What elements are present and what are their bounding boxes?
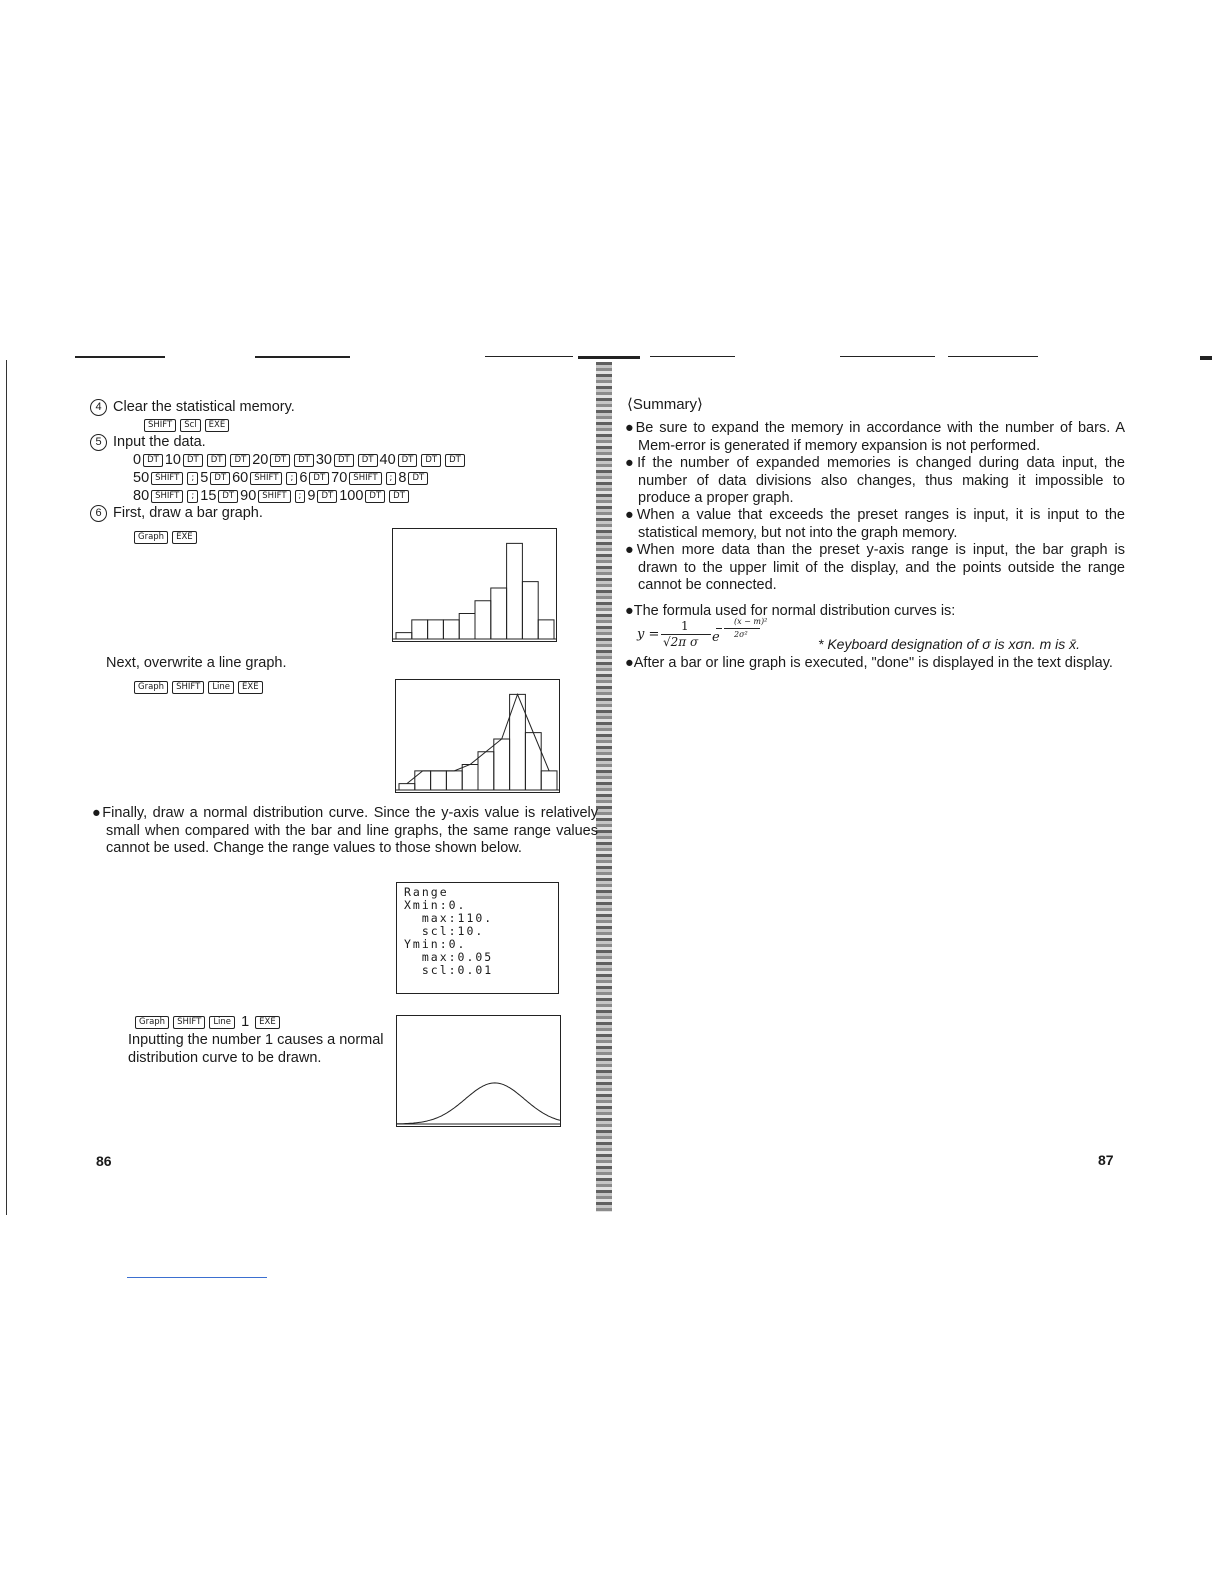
exe-key: EXE [255, 1016, 280, 1029]
dt-key: DT [218, 490, 238, 503]
data-value: 0 [133, 452, 142, 468]
histogram-bar [459, 614, 475, 640]
dt-key: DT [207, 454, 227, 467]
exponent-minus [716, 628, 722, 629]
semicolon-key: ; [187, 472, 198, 485]
histogram-bar [446, 771, 462, 790]
summary-bullet-6 [625, 655, 1125, 673]
bullet: ● [625, 655, 634, 671]
summary-bullet-3 [625, 507, 1125, 542]
step-number: 6 [90, 505, 107, 522]
top-rule [1200, 356, 1212, 360]
data-input-line-1 [133, 451, 467, 469]
exe-key: EXE [172, 531, 197, 544]
shift-key: SHIFT [258, 490, 290, 503]
dt-key: DT [309, 472, 329, 485]
shift-key: SHIFT [250, 472, 282, 485]
bullet: ● [625, 507, 637, 523]
dt-key: DT [270, 454, 290, 467]
data-value: 90 [240, 488, 257, 504]
histogram-bar [412, 620, 428, 639]
data-value: 10 [164, 452, 181, 468]
histogram-bar [478, 752, 494, 790]
range-line: scl:10. [404, 924, 485, 938]
step-text: Input the data. [113, 434, 206, 450]
histogram-bar [462, 765, 478, 791]
bullet: ● [625, 455, 638, 471]
shift-key: SHIFT [172, 681, 204, 694]
bullet-text: Be sure to expand the memory in accordance with the number of bars. A Mem-error is generated if memory expansion is not performed. [635, 420, 1125, 454]
step-6 [90, 504, 263, 522]
top-rule [75, 356, 165, 358]
histogram-bar [491, 588, 507, 639]
shift-key: SHIFT [173, 1016, 205, 1029]
line-graph-keys [132, 678, 265, 696]
bar-line-graph [396, 680, 559, 792]
bullet: ● [625, 542, 637, 558]
semicolon-key: ; [286, 472, 297, 485]
exe-key: EXE [205, 419, 230, 432]
top-rule [840, 356, 935, 357]
bar-graph-screen [392, 528, 557, 642]
top-rule [578, 356, 640, 359]
normal-caption-line-2: distribution curve to be drawn. [128, 1050, 322, 1066]
histogram-bar [428, 620, 444, 639]
dt-key: DT [365, 490, 385, 503]
graph-key: Graph [135, 1016, 169, 1029]
range-line: scl:0.01 [404, 963, 494, 977]
formula-lhs: y = [637, 627, 660, 642]
normal-curve-line [397, 1083, 560, 1124]
dt-key: DT [408, 472, 428, 485]
data-value: 30 [315, 452, 332, 468]
step-4 [90, 398, 295, 416]
histogram-bar [494, 739, 510, 790]
step-text: Clear the statistical memory. [113, 399, 295, 415]
step-5 [90, 433, 206, 451]
bar-graph [393, 529, 556, 641]
range-line: max:0.05 [404, 950, 494, 964]
step-text: First, draw a bar graph. [113, 505, 263, 521]
page-number-left: 86 [96, 1153, 112, 1169]
histogram-bar [525, 733, 541, 790]
normal-curve-screen [396, 1015, 561, 1127]
step-number: 5 [90, 434, 107, 451]
formula-denominator: √2π σ [663, 635, 699, 649]
dt-key: DT [421, 454, 441, 467]
summary-bullet-4 [625, 542, 1125, 595]
number-one: 1 [241, 1014, 250, 1030]
dt-key: DT [358, 454, 378, 467]
exponent-numerator: (x − m)² [734, 617, 768, 626]
dt-key: DT [230, 454, 250, 467]
data-value: 15 [200, 488, 217, 504]
line-graph-screen [395, 679, 560, 793]
bullet: ● [625, 420, 636, 436]
bullet: ● [625, 603, 634, 619]
formula-numerator: 1 [681, 619, 689, 633]
range-line: Ymin:0. [404, 937, 467, 951]
page-number-right: 87 [1098, 1152, 1114, 1168]
summary-bullet-5 [625, 603, 1125, 621]
data-input-line-3 [133, 487, 411, 505]
shift-key: SHIFT [144, 419, 176, 432]
summary-heading: ⟨Summary⟩ [627, 396, 703, 413]
semicolon-key: ; [187, 490, 198, 503]
histogram-bar [399, 784, 415, 790]
dt-key: DT [389, 490, 409, 503]
data-value: 50 [133, 470, 150, 486]
graph-key: Graph [134, 681, 168, 694]
step-number: 4 [90, 399, 107, 416]
scl-key: Scl [180, 419, 200, 432]
shift-key: SHIFT [349, 472, 381, 485]
top-rule [485, 356, 573, 357]
shift-key: SHIFT [151, 472, 183, 485]
page-left-edge [6, 360, 7, 1215]
range-line: Range [404, 885, 449, 899]
link-underline [127, 1277, 267, 1278]
data-value: 8 [398, 470, 407, 486]
range-screen [396, 882, 559, 994]
dt-key: DT [183, 454, 203, 467]
histogram-bar [541, 771, 557, 790]
graph-key: Graph [134, 531, 168, 544]
data-value: 80 [133, 488, 150, 504]
next-instruction: Next, overwrite a line graph. [106, 655, 287, 671]
data-value: 70 [331, 470, 348, 486]
histogram-bar [431, 771, 447, 790]
bullet-text: After a bar or line graph is executed, "done" is displayed in the text display. [633, 655, 1113, 671]
semicolon-key: ; [295, 490, 306, 503]
bullet-text: The formula used for normal distribution curves is: [633, 603, 956, 619]
formula-e: e [712, 630, 720, 645]
semicolon-key: ; [386, 472, 397, 485]
data-value: 6 [299, 470, 308, 486]
data-input-line-2 [133, 469, 430, 487]
top-rule [948, 356, 1038, 357]
book-binding [596, 362, 612, 1212]
data-value: 100 [339, 488, 364, 504]
paragraph-text: Finally, draw a normal distribution curve. Since the y-axis value is relatively small when compared with the bar and line graphs, the same range values cannot be used. Change the range values to those shown below. [102, 805, 598, 856]
bullet-text: If the number of expanded memories is changed during data input, the number of data divisions also changes, thus making it impossible to produce a proper graph. [637, 455, 1125, 506]
histogram-bar [507, 543, 523, 639]
formula-note: * Keyboard designation of σ is xσn. m is x̄. [818, 636, 1081, 652]
range-line: Xmin:0. [404, 898, 467, 912]
bar-graph-keys [132, 528, 199, 546]
data-value: 5 [200, 470, 209, 486]
shift-key: SHIFT [151, 490, 183, 503]
exponent-denominator: 2σ² [734, 630, 748, 639]
histogram-bar [475, 601, 491, 639]
data-value: 20 [252, 452, 269, 468]
data-value: 60 [232, 470, 249, 486]
histogram-bar [415, 771, 431, 790]
summary-bullet-1 [625, 420, 1125, 455]
summary-bullet-2 [625, 455, 1125, 508]
line-key: Line [208, 681, 234, 694]
data-value: 40 [379, 452, 396, 468]
finally-paragraph [92, 805, 598, 858]
normal-distribution-curve [397, 1016, 560, 1126]
dt-key: DT [398, 454, 418, 467]
data-value: 9 [307, 488, 316, 504]
dt-key: DT [445, 454, 465, 467]
dt-key: DT [317, 490, 337, 503]
top-rule [650, 356, 735, 357]
dt-key: DT [294, 454, 314, 467]
histogram-bar [522, 582, 538, 639]
range-line: max:110. [404, 911, 494, 925]
dt-key: DT [210, 472, 230, 485]
line-key: Line [209, 1016, 235, 1029]
histogram-bar [538, 620, 554, 639]
histogram-bar [396, 633, 412, 639]
bullet-text: When more data than the preset y-axis range is input, the bar graph is drawn to the upper limit of the display, and the points outside the range cannot be connected. [636, 542, 1126, 593]
dt-key: DT [143, 454, 163, 467]
clear-key-sequence [142, 416, 231, 434]
exe-key: EXE [238, 681, 263, 694]
histogram-bar [443, 620, 459, 639]
normal-caption-line-1: Inputting the number 1 causes a normal [128, 1032, 384, 1048]
normal-curve-keys [133, 1013, 282, 1031]
dt-key: DT [334, 454, 354, 467]
bullet-text: When a value that exceeds the preset ranges is input, it is input to the statistical memory, but not into the graph memory. [636, 507, 1125, 541]
top-rule [255, 356, 350, 358]
exponent-fraction-bar [724, 628, 760, 629]
bullet: ● [92, 805, 103, 821]
